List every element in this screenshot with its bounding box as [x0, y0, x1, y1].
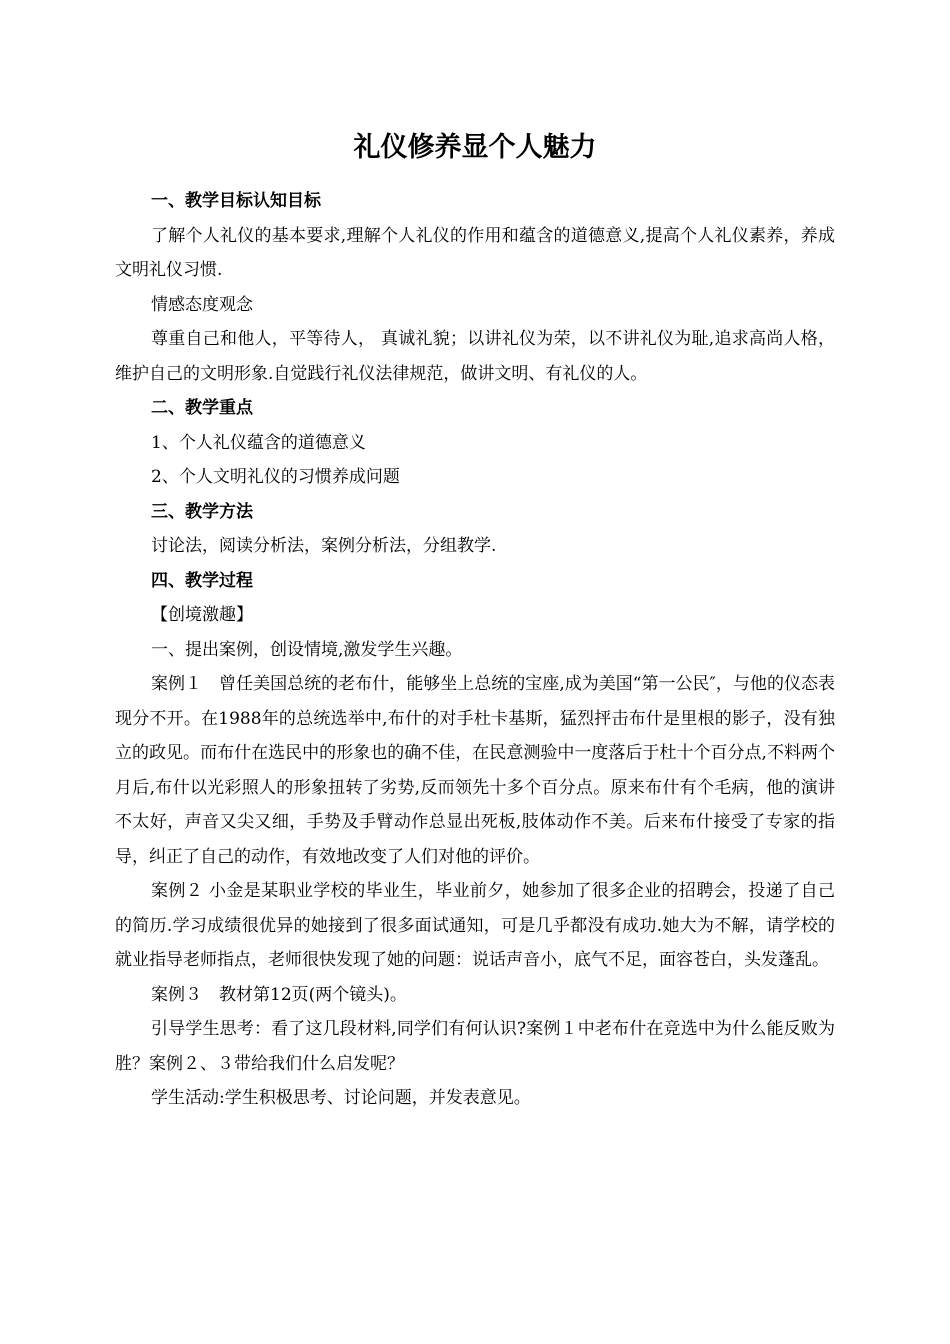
- document-body: [115, 184, 835, 1116]
- body-paragraph: 一、提出案例，创设情境,激发学生兴趣。: [151, 639, 463, 660]
- body-paragraph: 案例３ 教材第12页(两个镜头)。: [151, 984, 407, 1005]
- body-paragraph: 了解个人礼仪的基本要求,理解个人礼仪的作用和蕴含的道德意义,提高个人礼仪素养，养成文明礼仪习惯.: [115, 225, 835, 280]
- body-paragraph: 讨论法，阅读分析法，案例分析法，分组教学.: [151, 536, 497, 556]
- body-paragraph: 学生活动:学生积极思考、讨论问题，并发表意见。: [151, 1088, 531, 1108]
- body-paragraph: 案例２ 小金是某职业学校的毕业生，毕业前夕，她参加了很多企业的招聘会，投递了自己的简历.学习成绩很优异的她接到了很多面试通知，可是几乎都没有成功.她大为不解，请学校的就业指导老师指点，老师很快发现了她的问题：说话声音小，底气不足，面容苍白，头发蓬乱。: [115, 881, 835, 970]
- body-paragraph: 尊重自己和他人，平等待人， 真诚礼貌；以讲礼仪为荣，以不讲礼仪为耻,追求高尚人格，维护自己的文明形象.自觉践行礼仪法律规范，做讲文明、有礼仪的人。: [115, 329, 835, 384]
- body-paragraph: 情感态度观念: [151, 294, 253, 315]
- body-paragraph: 案例１ 曾任美国总统的老布什，能够坐上总统的宝座,成为美国“第一公民″，与他的仪态表现分不开。在1988年的总统选举中,布什的对手杜卡基斯，猛烈抨击布什是里根的影子，没有独立的政见。而布什在选民中的形象也的确不佳，在民意测验中一度落后于杜十个百分点,不料两个月后,布什以光彩照人的形象扭转了劣势,反而领先十多个百分点。原来布什有个毛病，他的演讲不太好，声音又尖又细，手势及手臂动作总显出死板,肢体动作不美。后来布什接受了专家的指导，纠正了自己的动作，有效地改变了人们对他的评价。: [115, 674, 835, 867]
- body-paragraph: 引导学生思考：看了这几段材料,同学们有何认识?案例１中老布什在竞选中为什么能反败为胜？案例２、３带给我们什么启发呢？: [115, 1019, 835, 1074]
- section-heading: 一、教学目标认知目标: [151, 191, 321, 211]
- document-title: 礼仪修养显个人魅力: [353, 132, 597, 163]
- section-heading: 二、教学重点: [151, 398, 253, 418]
- body-paragraph: 2、个人文明礼仪的习惯养成问题: [151, 467, 400, 487]
- section-heading: 四、教学过程: [151, 570, 253, 591]
- body-paragraph: 【创境激趣】: [151, 605, 253, 625]
- section-heading: 三、教学方法: [151, 501, 253, 522]
- body-paragraph: 1、个人礼仪蕴含的道德意义: [151, 432, 366, 453]
